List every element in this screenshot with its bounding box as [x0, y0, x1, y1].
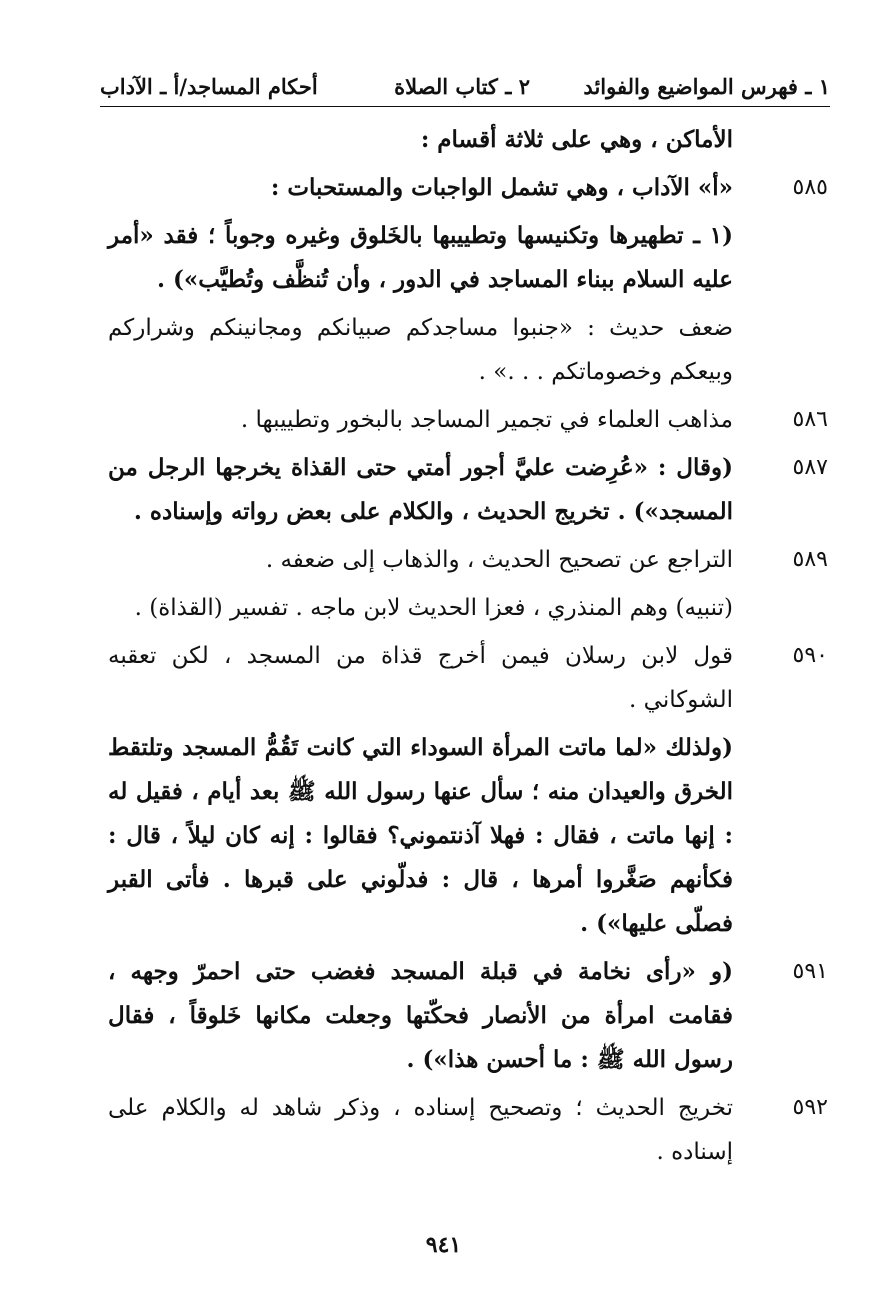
entry-text: تخريج الحديث ؛ وتصحيح إسناده ، وذكر شاهد له والكلام على إسناده .: [108, 1095, 733, 1165]
index-entry: [108, 538, 828, 630]
index-entry: [108, 634, 828, 946]
entry-text: (وقال : «عُرِضت عليَّ أجور أمتي حتى القذاة يخرجها الرجل من المسجد») . تخريج الحديث ، والكلام على بعض رواته وإسناده .: [108, 454, 733, 525]
page-ref-number: ٥٨٦: [792, 407, 828, 432]
entry-text: (ولذلك «لما ماتت المرأة السوداء التي كانت تَقُمُّ المسجد وتلتقط الخرق والعيدان منه ؛ سأل عنها رسول الله ﷺ بعد أيام ، فقيل له : إنها ماتت ، فقال : فهلا آذنتموني؟ فقالوا : إنه كان ليلاً ، قال : فكأنهم صَغَّروا أمرها ، قال : فدلّوني على قبرها . فأتى القبر فصلّى عليها») .: [108, 734, 733, 937]
page-ref-number: ٥٨٩: [792, 547, 828, 572]
header-section-title: ١ ـ فهرس المواضيع والفوائد: [583, 74, 830, 99]
page-ref-number: ٥٨٥: [792, 175, 828, 200]
page-ref-number: ٥٨٧: [792, 455, 828, 480]
entry-text: (تنبيه) وهم المنذري ، فعزا الحديث لابن ماجه . تفسير (القذاة) .: [134, 595, 733, 621]
index-entry: [108, 166, 828, 394]
index-entry: [108, 398, 828, 442]
running-header: [100, 66, 830, 107]
index-body: [108, 118, 828, 1178]
entry-text: «أ» الآداب ، وهي تشمل الواجبات والمستحبات :: [270, 174, 733, 201]
index-entry: [108, 1086, 828, 1174]
index-entry: [108, 950, 828, 1082]
entry-text: (و «رأى نخامة في قبلة المسجد فغضب حتى احمرّ وجهه ، فقامت امرأة من الأنصار فحكّتها وجعلت مكانها خَلوقاً ، فقال رسول الله ﷺ : ما أحسن هذا») .: [108, 958, 733, 1073]
page-ref-number: ٥٩٠: [792, 643, 828, 668]
intro-line: الأماكن ، وهي على ثلاثة أقسام :: [420, 126, 733, 153]
entry-text: التراجع عن تصحيح الحديث ، والذهاب إلى ضعفه .: [265, 547, 733, 573]
header-book-title: ٢ ـ كتاب الصلاة: [394, 74, 530, 99]
entry-text: (١ ـ تطهيرها وتكنيسها وتطييبها بالخَلوق وغيره وجوباً ؛ فقد «أمر عليه السلام ببناء المساجد في الدور ، وأن تُنظَّف وتُطيَّب») .: [108, 222, 733, 293]
header-chapter-title: أحكام المساجد/أ ـ الآداب: [100, 74, 318, 99]
page-ref-number: ٥٩٢: [792, 1095, 828, 1120]
index-entry: [108, 446, 828, 534]
page-ref-number: ٥٩١: [792, 959, 828, 984]
entry-text: ضعف حديث : «جنبوا مساجدكم صبيانكم ومجانينكم وشراركم وبيعكم وخصوماتكم . . .» .: [108, 315, 733, 385]
page-number: ٩٤١: [425, 1232, 462, 1258]
entry-text: قول لابن رسلان فيمن أخرج قذاة من المسجد ، لكن تعقبه الشوكاني .: [108, 643, 733, 713]
entry-text: مذاهب العلماء في تجمير المساجد بالبخور وتطييبها .: [240, 407, 733, 433]
